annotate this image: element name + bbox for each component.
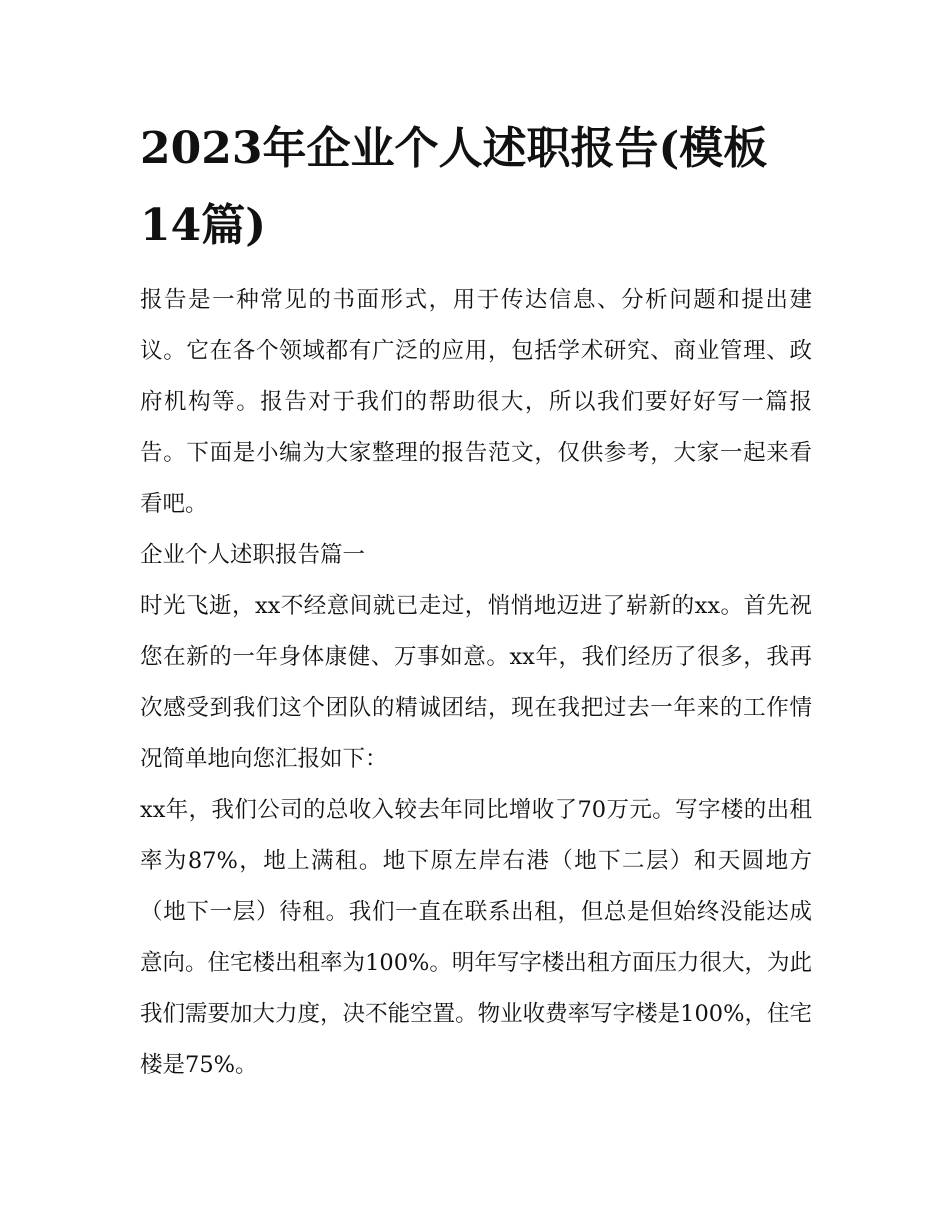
section-heading: 企业个人述职报告篇一 <box>140 542 366 568</box>
intro-paragraph: 报告是一种常见的书面形式，用于传达信息、分析问题和提出建议。它在各个领域都有广泛的应用，包括学术研究、商业管理、政府机构等。报告对于我们的帮助很大，所以我们要好好写一篇报告。下面是小编为大家整理的报告范文，仅供参考，大家一起来看看吧。 <box>140 287 812 517</box>
document-body <box>140 275 812 1091</box>
body-paragraph: 时光飞逝，xx不经意间就已走过，悄悄地迈进了崭新的xx。首先祝您在新的一年身体康健、万事如意。xx年，我们经历了很多，我再次感受到我们这个团队的精诚团结，现在我把过去一年来的工作情况简单地向您汇报如下： <box>140 593 812 772</box>
body-paragraph: xx年，我们公司的总收入较去年同比增收了70万元。写字楼的出租率为87%，地上满租。地下原左岸右港（地下二层）和天圆地方（地下一层）待租。我们一直在联系出租，但总是但始终没能达成意向。住宅楼出租率为100%。明年写字楼出租方面压力很大，为此我们需要加大力度，决不能空置。物业收费率写字楼是100%，住宅楼是75%。 <box>140 797 812 1078</box>
document-title: 2023年企业个人述职报告(模板14篇) <box>140 123 768 251</box>
